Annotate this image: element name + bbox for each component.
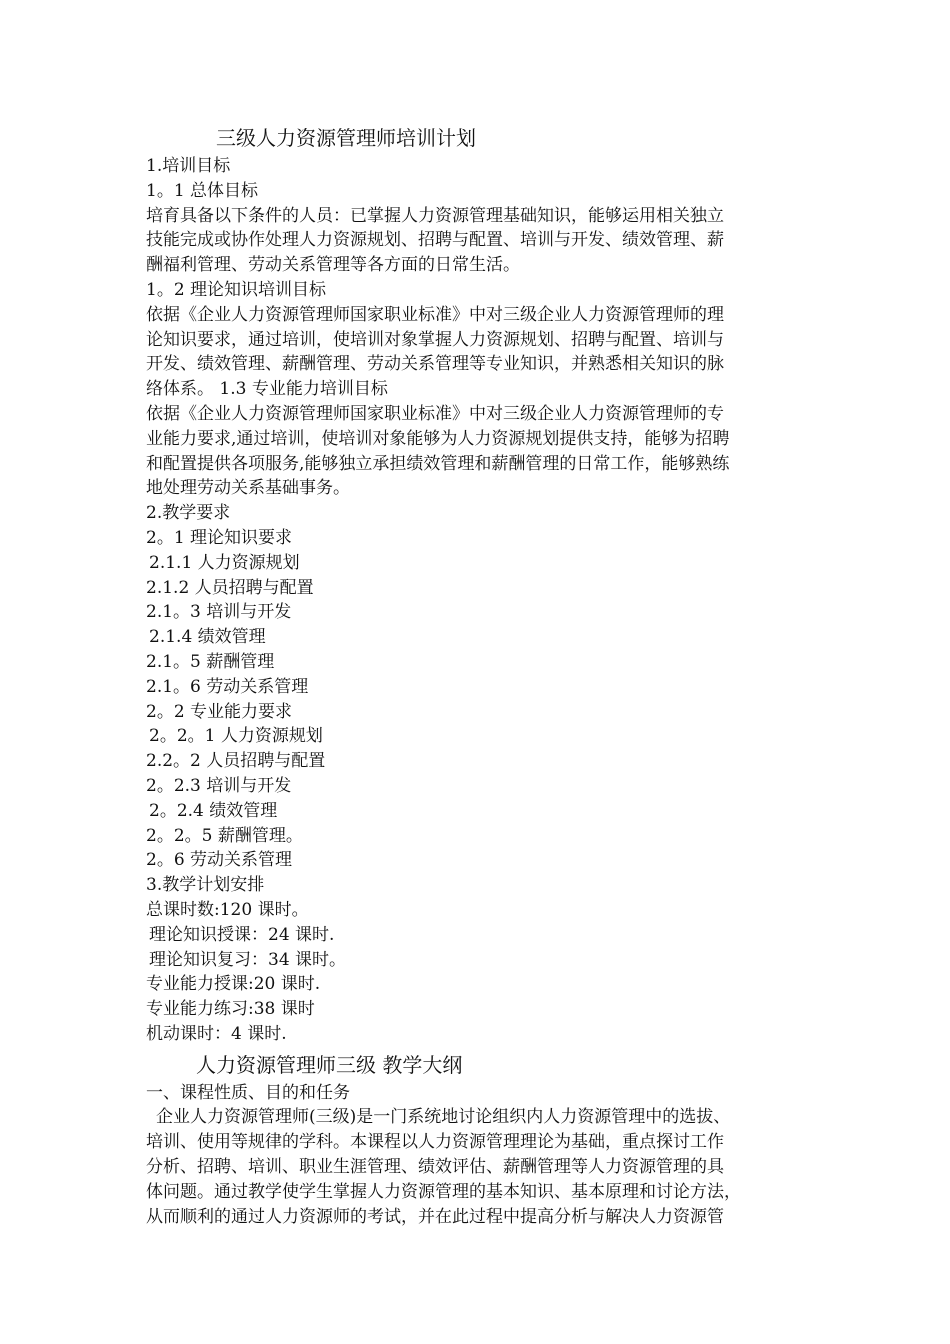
text-line: 2.1。3 培训与开发 [146, 602, 292, 623]
text-line: 依据《企业人力资源管理师国家职业标准》中对三级企业人力资源管理师的专 [146, 403, 724, 424]
document-body [146, 122, 811, 1229]
plan-title: 三级人力资源管理师培训计划 [216, 126, 476, 150]
text-line: 1。2 理论知识培训目标 [146, 279, 327, 300]
text-line: 2。2。5 薪酬管理。 [146, 825, 303, 846]
text-line: 2。6 劳动关系管理 [146, 850, 293, 871]
text-line: 2。2.4 绩效管理 [149, 800, 278, 821]
text-line: 酬福利管理、劳动关系管理等各方面的日常生活。 [146, 255, 520, 276]
text-line: 2。2。1 人力资源规划 [149, 726, 323, 747]
text-line: 专业能力练习:38 课时 [146, 999, 315, 1020]
text-line: 理论知识复习：34 课时。 [149, 949, 347, 970]
text-line: 业能力要求,通过培训，使培训对象能够为人力资源规划提供支持，能够为招聘 [146, 428, 730, 449]
text-line: 2.1。5 薪酬管理 [146, 651, 275, 672]
text-line: 地处理劳动关系基础事务。 [146, 478, 350, 499]
text-line: 培育具备以下条件的人员：已掌握人力资源管理基础知识，能够运用相关独立 [146, 205, 724, 226]
text-line: 3.教学计划安排 [146, 875, 265, 896]
text-line: 1.培训目标 [146, 156, 231, 176]
text-line: 从而顺利的通过人力资源师的考试，并在此过程中提高分析与解决人力资源管 [146, 1206, 724, 1227]
text-line: 论知识要求，通过培训，使培训对象掌握人力资源规划、招聘与配置、培训与 [146, 329, 724, 350]
text-line: 开发、绩效管理、薪酬管理、劳动关系管理等专业知识，并熟悉相关知识的脉 [146, 354, 724, 375]
text-line: 2。1 理论知识要求 [146, 527, 293, 548]
text-line: 培训、使用等规律的学科。本课程以人力资源管理理论为基础，重点探讨工作 [146, 1132, 724, 1153]
plan-section [146, 154, 811, 1047]
syllabus-title: 人力资源管理师三级 教学大纲 [196, 1052, 463, 1077]
text-line: 2.教学要求 [146, 503, 231, 524]
text-line: 总课时数:120 课时。 [146, 899, 309, 920]
text-line: 体问题。通过教学使学生掌握人力资源管理的基本知识、基本原理和讨论方法， [146, 1181, 741, 1202]
text-line: 2.2。2 人员招聘与配置 [146, 751, 326, 772]
text-line: 2。2.3 培训与开发 [146, 775, 292, 796]
text-line: 和配置提供各项服务,能够独立承担绩效管理和薪酬管理的日常工作，能够熟练 [146, 453, 730, 474]
text-line: 1。1 总体目标 [146, 180, 259, 201]
text-line: 2.1。6 劳动关系管理 [146, 676, 309, 697]
text-line: 分析、招聘、培训、职业生涯管理、绩效评估、薪酬管理等人力资源管理的具 [146, 1157, 724, 1178]
text-line: 一、课程性质、目的和任务 [146, 1082, 350, 1103]
syllabus-section [146, 1081, 811, 1230]
text-line: 2.1.1 人力资源规划 [149, 552, 300, 573]
text-line: 2.1.4 绩效管理 [149, 627, 266, 648]
text-line: 技能完成或协作处理人力资源规划、招聘与配置、培训与开发、绩效管理、薪 [146, 230, 724, 251]
text-line: 企业人力资源管理师(三级)是一门系统地讨论组织内人力资源管理中的选拔、 [156, 1107, 731, 1128]
text-line: 机动课时：4 课时. [146, 1023, 287, 1044]
text-line: 专业能力授课:20 课时. [146, 974, 321, 995]
text-line: 理论知识授课：24 课时. [149, 924, 335, 945]
text-line: 络体系。 1.3 专业能力培训目标 [146, 379, 388, 400]
text-line: 2.1.2 人员招聘与配置 [146, 577, 314, 598]
text-line: 2。2 专业能力要求 [146, 701, 293, 722]
text-line: 依据《企业人力资源管理师国家职业标准》中对三级企业人力资源管理师的理 [146, 304, 724, 325]
